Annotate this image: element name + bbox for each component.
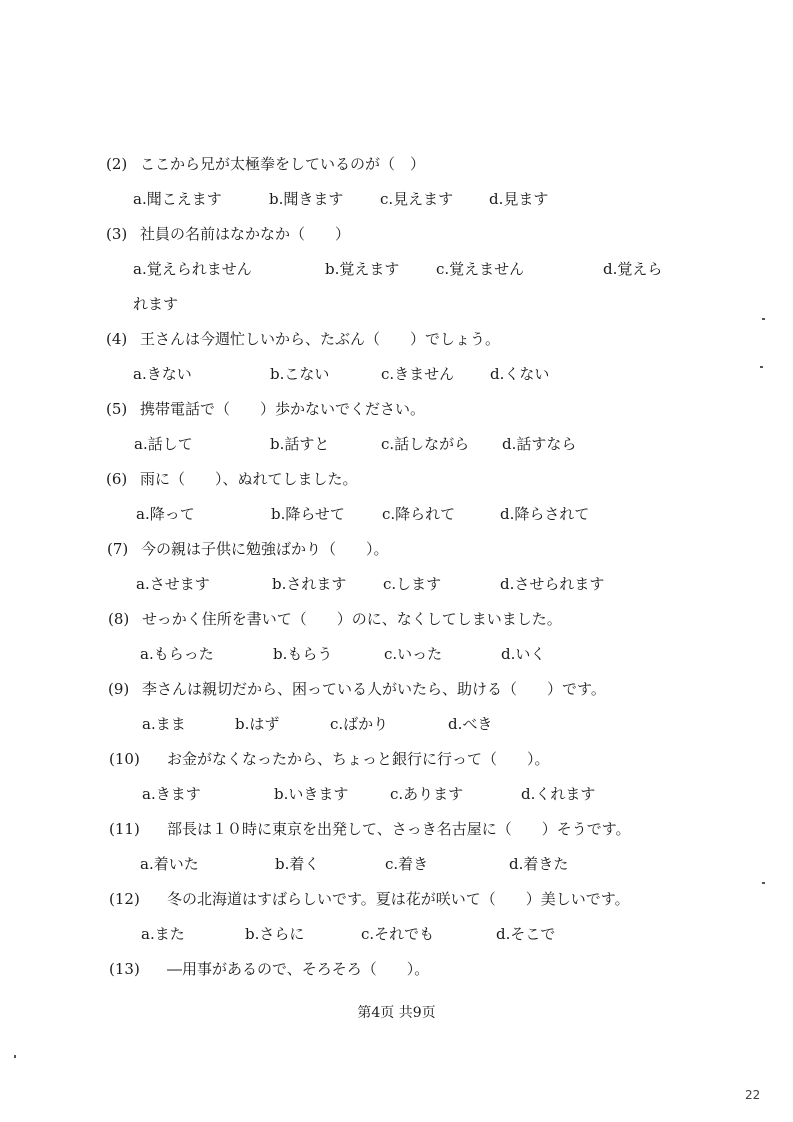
option-d: d.いく	[501, 645, 546, 663]
option-c: c.降られて	[382, 505, 456, 523]
option-c: c.いった	[384, 645, 443, 663]
option-a: a.まま	[142, 715, 186, 733]
scan-speck	[762, 318, 765, 320]
question-number: (11)	[109, 820, 140, 838]
question-8	[108, 609, 562, 629]
option-b: b.されます	[272, 575, 347, 593]
option-b: b.いきます	[274, 785, 349, 803]
question-9	[108, 679, 606, 699]
option-c: c.見えます	[380, 190, 454, 208]
option-b: b.はず	[235, 715, 280, 733]
option-d: d.着きた	[509, 855, 569, 873]
question-stem: 雨に（ ）、ぬれてしました。	[140, 470, 358, 488]
question-number: (4)	[106, 330, 128, 348]
question-number: (9)	[108, 680, 130, 698]
question-6	[106, 469, 358, 489]
option-b: b.こない	[270, 365, 330, 383]
option-b: b.もらう	[273, 645, 333, 663]
question-2	[106, 154, 425, 174]
question-stem: 冬の北海道はすばらしいです。夏は花が咲いて（ ）美しいです。	[167, 890, 630, 908]
question-stem: 李さんは親切だから、困っている人がいたら、助ける（ ）です。	[142, 680, 606, 698]
option-a: a.もらった	[140, 645, 214, 663]
question-number: (13)	[109, 960, 140, 978]
question-number: (3)	[106, 225, 128, 243]
scan-speck	[762, 882, 765, 884]
question-3	[106, 224, 350, 244]
scan-speck	[760, 366, 763, 368]
option-d: d.くれます	[521, 785, 596, 803]
option-d: d.降らされて	[500, 505, 590, 523]
question-stem: 社員の名前はなかなか（ ）	[140, 225, 351, 243]
question-stem: ―用事があるので、そろそろ（ ）。	[167, 960, 430, 978]
option-b: b.聞きます	[269, 190, 344, 208]
question-number: (2)	[106, 155, 128, 173]
question-4	[106, 329, 500, 349]
option-d: d.覚えら	[603, 260, 663, 278]
option-d: d.見ます	[489, 190, 549, 208]
option-a: a.させます	[136, 575, 210, 593]
option-d: d.そこで	[496, 925, 556, 943]
option-d-continuation: れます	[133, 295, 179, 313]
option-c: c.覚えません	[436, 260, 525, 278]
option-c: c.ばかり	[330, 715, 389, 733]
option-a: a.きない	[133, 365, 192, 383]
option-a: a.覚えられません	[133, 260, 252, 278]
option-d: d.させられます	[500, 575, 605, 593]
question-stem: せっかく住所を書いて（ ）のに、なくしてしまいました。	[142, 610, 562, 628]
option-b: b.降らせて	[271, 505, 345, 523]
question-7	[107, 539, 389, 559]
question-number: (12)	[109, 890, 140, 908]
scan-speck	[14, 1055, 16, 1058]
question-stem: お金がなくなったから、ちょっと銀行に行って（ ）。	[167, 750, 550, 768]
question-stem: 部長は１０時に東京を出発して、さっき名古屋に（ ）そうです。	[167, 820, 631, 838]
option-c: c.着き	[385, 855, 429, 873]
option-a: a.聞こえます	[133, 190, 222, 208]
option-a: a.着いた	[140, 855, 199, 873]
question-number: (6)	[106, 470, 128, 488]
option-b: b.覚えます	[325, 260, 400, 278]
option-c: c.します	[383, 575, 442, 593]
question-number: (7)	[107, 540, 129, 558]
page-footer: 第4页 共9页	[357, 1005, 436, 1021]
option-c: c.あります	[390, 785, 464, 803]
question-stem: 今の親は子供に勉強ばかり（ ）。	[141, 540, 389, 558]
question-stem: ここから兄が太極拳をしているのが（ ）	[140, 155, 426, 173]
question-number: (5)	[106, 400, 128, 418]
option-b: b.話すと	[270, 435, 330, 453]
page-number: 22	[745, 1088, 761, 1102]
option-c: c.それでも	[361, 925, 435, 943]
option-b: b.さらに	[245, 925, 305, 943]
question-number: (8)	[108, 610, 130, 628]
question-stem: 王さんは今週忙しいから、たぶん（ ）でしょう。	[140, 330, 501, 348]
option-a: a.降って	[136, 505, 195, 523]
option-a: a.また	[141, 925, 185, 943]
option-d: d.くない	[490, 365, 550, 383]
question-number: (10)	[109, 750, 140, 768]
option-c: c.きません	[381, 365, 455, 383]
option-a: a.話して	[134, 435, 193, 453]
option-c: c.話しながら	[381, 435, 470, 453]
question-stem: 携帯電話で（ ）歩かないでください。	[140, 400, 426, 418]
option-a: a.きます	[142, 785, 201, 803]
option-d: d.話すなら	[502, 435, 577, 453]
option-d: d.べき	[448, 715, 493, 733]
option-b: b.着く	[275, 855, 320, 873]
question-5	[106, 399, 425, 419]
